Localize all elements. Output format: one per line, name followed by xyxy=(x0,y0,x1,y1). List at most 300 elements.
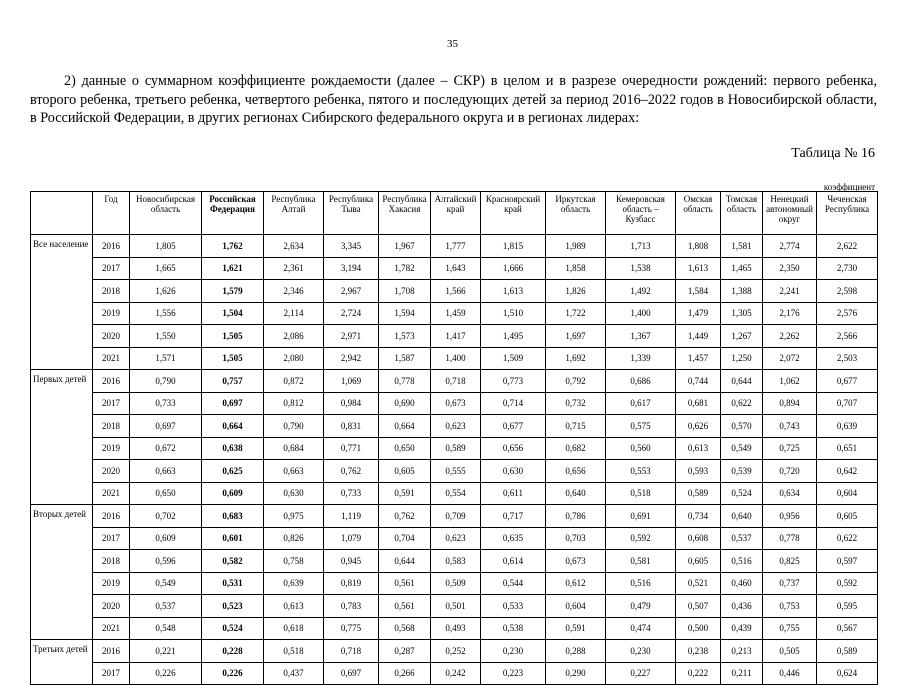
value-cell: 0,501 xyxy=(431,595,481,618)
value-cell: 1,465 xyxy=(721,257,763,280)
group-label: Третьих детей xyxy=(31,640,93,685)
value-cell: 1,495 xyxy=(481,325,546,348)
value-cell: 0,640 xyxy=(721,505,763,528)
value-cell: 0,617 xyxy=(606,392,676,415)
value-cell: 0,762 xyxy=(324,460,379,483)
column-header: Республика Хакасия xyxy=(379,192,431,235)
value-cell: 0,872 xyxy=(264,370,324,393)
value-cell: 0,582 xyxy=(202,550,264,573)
value-cell: 0,537 xyxy=(721,527,763,550)
value-cell: 0,549 xyxy=(130,572,202,595)
table-row xyxy=(31,235,878,258)
value-cell: 0,287 xyxy=(379,640,431,663)
unit-label: коэффициент xyxy=(823,182,875,192)
value-cell: 0,642 xyxy=(817,460,878,483)
value-cell: 2,503 xyxy=(817,347,878,370)
year-cell: 2017 xyxy=(93,257,130,280)
value-cell: 0,228 xyxy=(202,640,264,663)
value-cell: 0,677 xyxy=(481,415,546,438)
value-cell: 0,707 xyxy=(817,392,878,415)
value-cell: 0,623 xyxy=(431,415,481,438)
value-cell: 1,339 xyxy=(606,347,676,370)
table-row xyxy=(31,550,878,573)
value-cell: 0,518 xyxy=(606,482,676,505)
value-cell: 0,720 xyxy=(763,460,817,483)
value-cell: 1,400 xyxy=(606,302,676,325)
value-cell: 0,554 xyxy=(431,482,481,505)
column-header: Алтайский край xyxy=(431,192,481,235)
value-cell: 2,114 xyxy=(264,302,324,325)
value-cell: 2,730 xyxy=(817,257,878,280)
value-cell: 3,345 xyxy=(324,235,379,258)
year-cell: 2016 xyxy=(93,370,130,393)
value-cell: 0,613 xyxy=(676,437,721,460)
value-cell: 0,790 xyxy=(130,370,202,393)
value-cell: 0,568 xyxy=(379,617,431,640)
value-cell: 1,581 xyxy=(721,235,763,258)
value-cell: 2,346 xyxy=(264,280,324,303)
table-row xyxy=(31,595,878,618)
value-cell: 0,561 xyxy=(379,572,431,595)
value-cell: 0,226 xyxy=(202,662,264,685)
value-cell: 0,790 xyxy=(264,415,324,438)
value-cell: 0,290 xyxy=(546,662,606,685)
value-cell: 0,531 xyxy=(202,572,264,595)
value-cell: 0,755 xyxy=(763,617,817,640)
year-cell: 2017 xyxy=(93,527,130,550)
value-cell: 0,625 xyxy=(202,460,264,483)
table-row xyxy=(31,617,878,640)
column-header: Чеченская Республика xyxy=(817,192,878,235)
table-row xyxy=(31,662,878,685)
value-cell: 0,775 xyxy=(324,617,379,640)
value-cell: 0,640 xyxy=(546,482,606,505)
value-cell: 2,072 xyxy=(763,347,817,370)
table-caption: Таблица № 16 xyxy=(791,146,875,161)
value-cell: 0,226 xyxy=(130,662,202,685)
value-cell: 1,782 xyxy=(379,257,431,280)
value-cell: 0,596 xyxy=(130,550,202,573)
intro-paragraph: 2) данные о суммарном коэффициенте рождаемости (далее – СКР) в целом и в разрезе очередности рождений: первого ребенка, второго ребенка, третьего ребенка, четвертого ребенка, пятого и последующих детей за период 2016–2022 годов в Новосибирской области, в Российской Федерации, в других регионах Сибирского федерального округа и в регионах лидерах: xyxy=(30,73,877,126)
value-cell: 2,622 xyxy=(817,235,878,258)
value-cell: 1,566 xyxy=(431,280,481,303)
column-header: Красноярский край xyxy=(481,192,546,235)
value-cell: 0,945 xyxy=(324,550,379,573)
value-cell: 0,516 xyxy=(721,550,763,573)
value-cell: 0,227 xyxy=(606,662,676,685)
value-cell: 2,566 xyxy=(817,325,878,348)
value-cell: 0,690 xyxy=(379,392,431,415)
value-cell: 0,894 xyxy=(763,392,817,415)
value-cell: 0,635 xyxy=(481,527,546,550)
table-row xyxy=(31,325,878,348)
value-cell: 0,709 xyxy=(431,505,481,528)
column-header: Ненецкий автономный округ xyxy=(763,192,817,235)
table-row xyxy=(31,572,878,595)
value-cell: 1,556 xyxy=(130,302,202,325)
value-cell: 0,593 xyxy=(676,460,721,483)
value-cell: 0,826 xyxy=(264,527,324,550)
group-label: Первых детей xyxy=(31,370,93,505)
value-cell: 0,656 xyxy=(546,460,606,483)
value-cell: 0,626 xyxy=(676,415,721,438)
value-cell: 0,544 xyxy=(481,572,546,595)
value-cell: 1,079 xyxy=(324,527,379,550)
value-cell: 1,777 xyxy=(431,235,481,258)
fertility-table xyxy=(30,191,878,685)
value-cell: 0,650 xyxy=(130,482,202,505)
value-cell: 0,753 xyxy=(763,595,817,618)
column-header xyxy=(31,192,93,235)
value-cell: 2,576 xyxy=(817,302,878,325)
value-cell: 0,592 xyxy=(817,572,878,595)
value-cell: 0,733 xyxy=(130,392,202,415)
value-cell: 0,681 xyxy=(676,392,721,415)
value-cell: 1,388 xyxy=(721,280,763,303)
value-cell: 2,598 xyxy=(817,280,878,303)
value-cell: 1,692 xyxy=(546,347,606,370)
year-cell: 2019 xyxy=(93,572,130,595)
value-cell: 0,737 xyxy=(763,572,817,595)
year-cell: 2021 xyxy=(93,617,130,640)
year-cell: 2016 xyxy=(93,640,130,663)
table-row xyxy=(31,392,878,415)
value-cell: 1,708 xyxy=(379,280,431,303)
year-cell: 2017 xyxy=(93,662,130,685)
column-header: Новосибирская область xyxy=(130,192,202,235)
value-cell: 0,744 xyxy=(676,370,721,393)
value-cell: 1,613 xyxy=(481,280,546,303)
value-cell: 0,792 xyxy=(546,370,606,393)
value-cell: 0,697 xyxy=(324,662,379,685)
value-cell: 0,703 xyxy=(546,527,606,550)
value-cell: 2,361 xyxy=(264,257,324,280)
value-cell: 1,587 xyxy=(379,347,431,370)
value-cell: 0,581 xyxy=(606,550,676,573)
column-header: Республика Алтай xyxy=(264,192,324,235)
value-cell: 0,538 xyxy=(481,617,546,640)
value-cell: 0,222 xyxy=(676,662,721,685)
value-cell: 0,634 xyxy=(763,482,817,505)
value-cell: 0,575 xyxy=(606,415,676,438)
table-row xyxy=(31,437,878,460)
value-cell: 1,697 xyxy=(546,325,606,348)
year-cell: 2017 xyxy=(93,392,130,415)
table-row xyxy=(31,527,878,550)
value-cell: 0,439 xyxy=(721,617,763,640)
year-cell: 2021 xyxy=(93,482,130,505)
value-cell: 0,630 xyxy=(481,460,546,483)
value-cell: 2,724 xyxy=(324,302,379,325)
value-cell: 0,639 xyxy=(264,572,324,595)
value-cell: 0,553 xyxy=(606,460,676,483)
value-cell: 2,176 xyxy=(763,302,817,325)
value-cell: 0,618 xyxy=(264,617,324,640)
value-cell: 0,614 xyxy=(481,550,546,573)
value-cell: 1,250 xyxy=(721,347,763,370)
value-cell: 2,967 xyxy=(324,280,379,303)
value-cell: 0,591 xyxy=(546,617,606,640)
year-cell: 2019 xyxy=(93,302,130,325)
value-cell: 0,460 xyxy=(721,572,763,595)
value-cell: 0,691 xyxy=(606,505,676,528)
value-cell: 0,437 xyxy=(264,662,324,685)
value-cell: 3,194 xyxy=(324,257,379,280)
value-cell: 0,812 xyxy=(264,392,324,415)
value-cell: 1,584 xyxy=(676,280,721,303)
year-cell: 2021 xyxy=(93,347,130,370)
table-row xyxy=(31,482,878,505)
value-cell: 1,579 xyxy=(202,280,264,303)
value-cell: 0,604 xyxy=(546,595,606,618)
value-cell: 0,524 xyxy=(721,482,763,505)
value-cell: 0,493 xyxy=(431,617,481,640)
value-cell: 1,573 xyxy=(379,325,431,348)
value-cell: 0,683 xyxy=(202,505,264,528)
value-cell: 1,626 xyxy=(130,280,202,303)
value-cell: 0,549 xyxy=(721,437,763,460)
value-cell: 0,474 xyxy=(606,617,676,640)
value-cell: 1,305 xyxy=(721,302,763,325)
table-row xyxy=(31,415,878,438)
value-cell: 0,733 xyxy=(324,482,379,505)
table-row xyxy=(31,505,878,528)
year-cell: 2020 xyxy=(93,325,130,348)
value-cell: 0,757 xyxy=(202,370,264,393)
value-cell: 0,622 xyxy=(817,527,878,550)
value-cell: 1,505 xyxy=(202,347,264,370)
value-cell: 0,609 xyxy=(202,482,264,505)
value-cell: 1,504 xyxy=(202,302,264,325)
value-cell: 0,230 xyxy=(481,640,546,663)
column-header: Республика Тыва xyxy=(324,192,379,235)
value-cell: 0,223 xyxy=(481,662,546,685)
value-cell: 0,786 xyxy=(546,505,606,528)
value-cell: 0,771 xyxy=(324,437,379,460)
value-cell: 0,521 xyxy=(676,572,721,595)
value-cell: 2,262 xyxy=(763,325,817,348)
value-cell: 0,436 xyxy=(721,595,763,618)
value-cell: 0,732 xyxy=(546,392,606,415)
value-cell: 0,509 xyxy=(431,572,481,595)
value-cell: 0,825 xyxy=(763,550,817,573)
group-label: Вторых детей xyxy=(31,505,93,640)
value-cell: 0,718 xyxy=(324,640,379,663)
value-cell: 1,826 xyxy=(546,280,606,303)
value-cell: 0,266 xyxy=(379,662,431,685)
value-cell: 1,643 xyxy=(431,257,481,280)
group-label: Все население xyxy=(31,235,93,370)
value-cell: 0,762 xyxy=(379,505,431,528)
value-cell: 2,086 xyxy=(264,325,324,348)
year-cell: 2016 xyxy=(93,235,130,258)
value-cell: 0,524 xyxy=(202,617,264,640)
column-header: Год xyxy=(93,192,130,235)
value-cell: 0,570 xyxy=(721,415,763,438)
value-cell: 0,230 xyxy=(606,640,676,663)
value-cell: 1,762 xyxy=(202,235,264,258)
value-cell: 2,350 xyxy=(763,257,817,280)
value-cell: 2,634 xyxy=(264,235,324,258)
value-cell: 1,808 xyxy=(676,235,721,258)
value-cell: 1,457 xyxy=(676,347,721,370)
value-cell: 0,624 xyxy=(817,662,878,685)
value-cell: 0,697 xyxy=(202,392,264,415)
value-cell: 1,119 xyxy=(324,505,379,528)
value-cell: 0,533 xyxy=(481,595,546,618)
value-cell: 2,942 xyxy=(324,347,379,370)
value-cell: 0,664 xyxy=(379,415,431,438)
value-cell: 0,686 xyxy=(606,370,676,393)
value-cell: 0,672 xyxy=(130,437,202,460)
value-cell: 0,778 xyxy=(379,370,431,393)
value-cell: 0,630 xyxy=(264,482,324,505)
column-header: Омская область xyxy=(676,192,721,235)
value-cell: 0,734 xyxy=(676,505,721,528)
value-cell: 0,673 xyxy=(431,392,481,415)
value-cell: 1,815 xyxy=(481,235,546,258)
value-cell: 2,241 xyxy=(763,280,817,303)
value-cell: 1,967 xyxy=(379,235,431,258)
value-cell: 0,583 xyxy=(431,550,481,573)
value-cell: 1,665 xyxy=(130,257,202,280)
value-cell: 1,538 xyxy=(606,257,676,280)
value-cell: 0,715 xyxy=(546,415,606,438)
value-cell: 0,975 xyxy=(264,505,324,528)
value-cell: 0,831 xyxy=(324,415,379,438)
value-cell: 0,595 xyxy=(817,595,878,618)
value-cell: 1,479 xyxy=(676,302,721,325)
value-cell: 1,492 xyxy=(606,280,676,303)
table-row xyxy=(31,257,878,280)
value-cell: 0,725 xyxy=(763,437,817,460)
value-cell: 0,500 xyxy=(676,617,721,640)
value-cell: 0,561 xyxy=(379,595,431,618)
value-cell: 0,704 xyxy=(379,527,431,550)
value-cell: 0,702 xyxy=(130,505,202,528)
value-cell: 1,417 xyxy=(431,325,481,348)
value-cell: 2,080 xyxy=(264,347,324,370)
value-cell: 0,605 xyxy=(817,505,878,528)
value-cell: 1,400 xyxy=(431,347,481,370)
value-cell: 1,858 xyxy=(546,257,606,280)
value-cell: 0,778 xyxy=(763,527,817,550)
column-header: Иркутская область xyxy=(546,192,606,235)
value-cell: 1,267 xyxy=(721,325,763,348)
value-cell: 0,446 xyxy=(763,662,817,685)
value-cell: 0,605 xyxy=(379,460,431,483)
table-row xyxy=(31,370,878,393)
value-cell: 1,805 xyxy=(130,235,202,258)
value-cell: 0,479 xyxy=(606,595,676,618)
value-cell: 0,743 xyxy=(763,415,817,438)
value-cell: 0,673 xyxy=(546,550,606,573)
table-row xyxy=(31,460,878,483)
page-number: 35 xyxy=(447,38,458,50)
value-cell: 0,221 xyxy=(130,640,202,663)
value-cell: 0,819 xyxy=(324,572,379,595)
value-cell: 0,612 xyxy=(546,572,606,595)
value-cell: 0,516 xyxy=(606,572,676,595)
value-cell: 0,611 xyxy=(481,482,546,505)
year-cell: 2019 xyxy=(93,437,130,460)
value-cell: 0,560 xyxy=(606,437,676,460)
value-cell: 0,548 xyxy=(130,617,202,640)
table-row xyxy=(31,280,878,303)
value-cell: 0,591 xyxy=(379,482,431,505)
header-row xyxy=(31,192,878,235)
value-cell: 1,510 xyxy=(481,302,546,325)
value-cell: 1,505 xyxy=(202,325,264,348)
value-cell: 2,971 xyxy=(324,325,379,348)
value-cell: 1,613 xyxy=(676,257,721,280)
value-cell: 0,608 xyxy=(676,527,721,550)
value-cell: 1,069 xyxy=(324,370,379,393)
value-cell: 0,956 xyxy=(763,505,817,528)
value-cell: 0,663 xyxy=(130,460,202,483)
value-cell: 0,609 xyxy=(130,527,202,550)
value-cell: 0,555 xyxy=(431,460,481,483)
table-row xyxy=(31,640,878,663)
value-cell: 0,650 xyxy=(379,437,431,460)
column-header: Российская Федерация xyxy=(202,192,264,235)
value-cell: 0,288 xyxy=(546,640,606,663)
value-cell: 0,717 xyxy=(481,505,546,528)
value-cell: 0,684 xyxy=(264,437,324,460)
year-cell: 2018 xyxy=(93,280,130,303)
value-cell: 1,621 xyxy=(202,257,264,280)
column-header: Томская область xyxy=(721,192,763,235)
value-cell: 0,213 xyxy=(721,640,763,663)
year-cell: 2018 xyxy=(93,550,130,573)
value-cell: 0,605 xyxy=(676,550,721,573)
value-cell: 0,623 xyxy=(431,527,481,550)
value-cell: 1,989 xyxy=(546,235,606,258)
value-cell: 0,613 xyxy=(264,595,324,618)
value-cell: 0,718 xyxy=(431,370,481,393)
value-cell: 0,663 xyxy=(264,460,324,483)
value-cell: 0,592 xyxy=(606,527,676,550)
value-cell: 0,677 xyxy=(817,370,878,393)
value-cell: 0,238 xyxy=(676,640,721,663)
value-cell: 1,722 xyxy=(546,302,606,325)
value-cell: 0,589 xyxy=(676,482,721,505)
value-cell: 0,682 xyxy=(546,437,606,460)
value-cell: 0,523 xyxy=(202,595,264,618)
value-cell: 0,714 xyxy=(481,392,546,415)
table-row xyxy=(31,302,878,325)
value-cell: 0,604 xyxy=(817,482,878,505)
value-cell: 0,597 xyxy=(817,550,878,573)
value-cell: 1,713 xyxy=(606,235,676,258)
year-cell: 2020 xyxy=(93,460,130,483)
value-cell: 0,601 xyxy=(202,527,264,550)
value-cell: 1,062 xyxy=(763,370,817,393)
column-header: Кемеровская область – Кузбасс xyxy=(606,192,676,235)
value-cell: 1,594 xyxy=(379,302,431,325)
value-cell: 0,537 xyxy=(130,595,202,618)
value-cell: 0,589 xyxy=(431,437,481,460)
value-cell: 1,449 xyxy=(676,325,721,348)
value-cell: 0,644 xyxy=(379,550,431,573)
value-cell: 0,773 xyxy=(481,370,546,393)
value-cell: 1,367 xyxy=(606,325,676,348)
value-cell: 0,639 xyxy=(817,415,878,438)
year-cell: 2020 xyxy=(93,595,130,618)
value-cell: 0,622 xyxy=(721,392,763,415)
value-cell: 0,644 xyxy=(721,370,763,393)
value-cell: 0,656 xyxy=(481,437,546,460)
